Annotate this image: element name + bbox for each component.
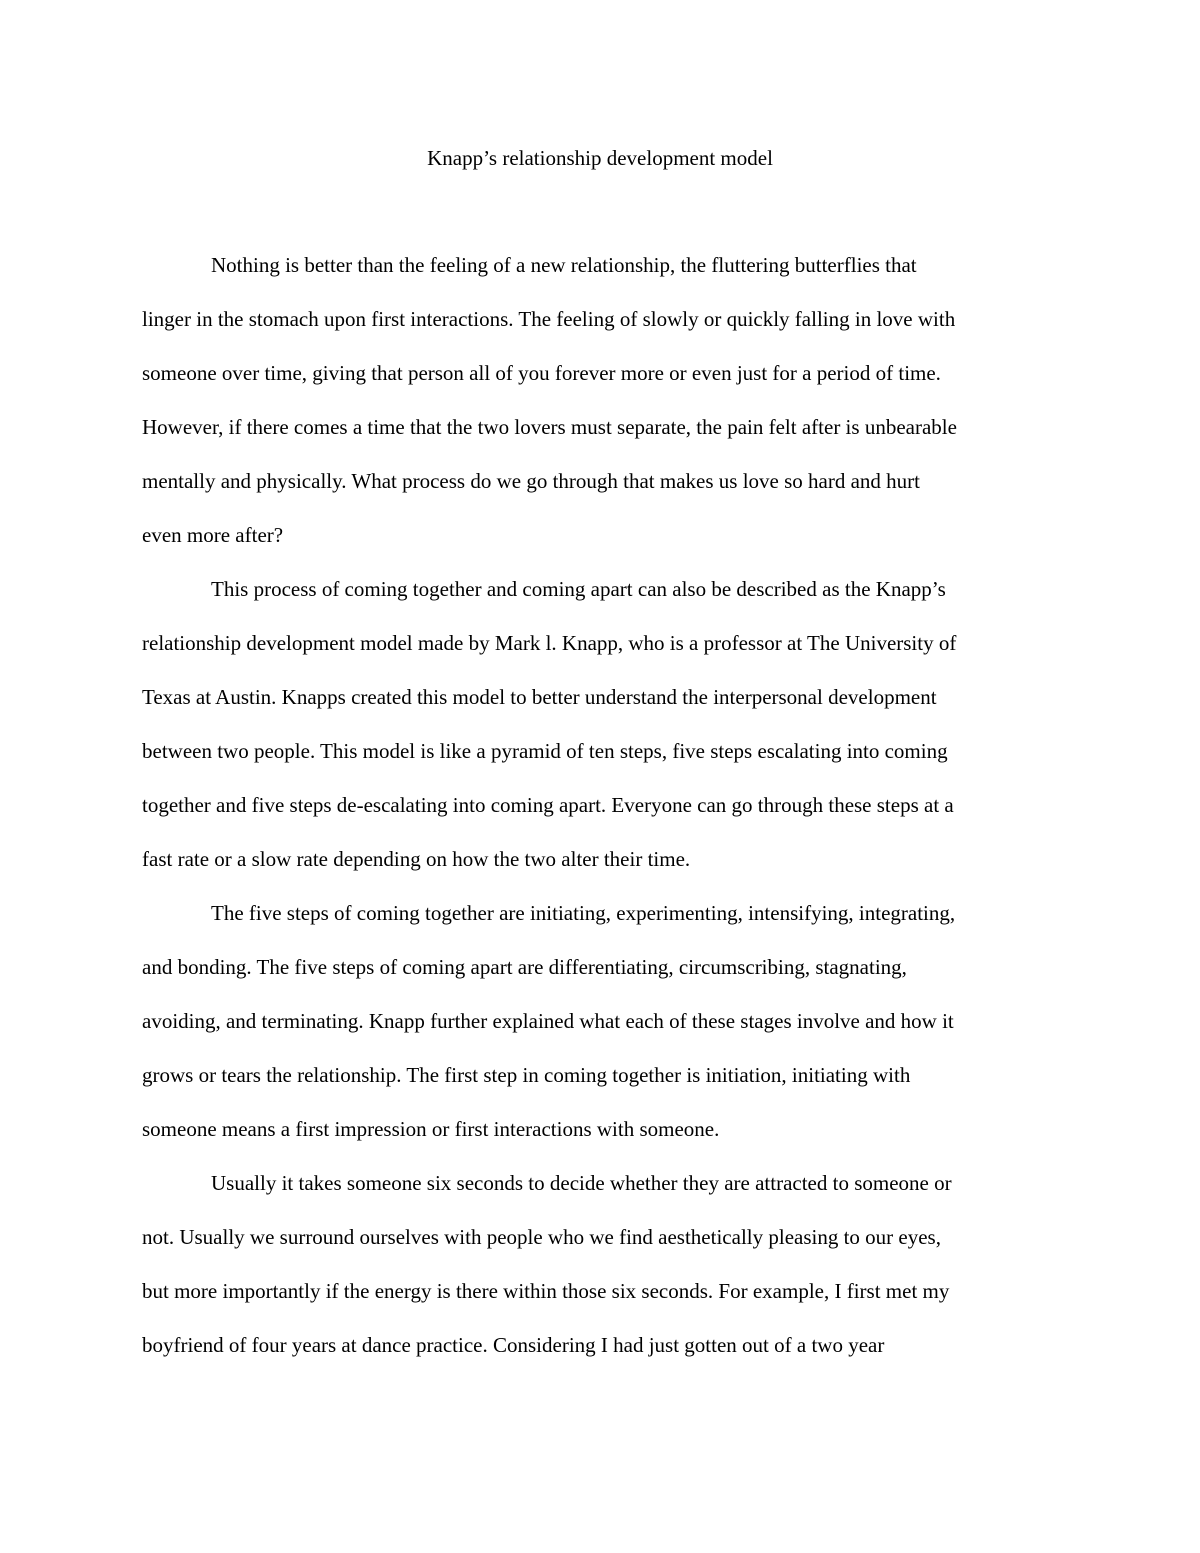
document-title: Knapp’s relationship development model: [427, 146, 773, 170]
text-line: someone over time, giving that person all of you forever more or even just for a period of time.: [142, 361, 941, 385]
text-line: Usually it takes someone six seconds to decide whether they are attracted to someone or: [211, 1171, 952, 1195]
text-line: This process of coming together and coming apart can also be described as the Knapp’s: [211, 577, 946, 601]
text-line: relationship development model made by Mark l. Knapp, who is a professor at The University of: [142, 631, 957, 655]
text-line: not. Usually we surround ourselves with people who we find aesthetically pleasing to our eyes,: [142, 1225, 941, 1249]
text-line: even more after?: [142, 523, 284, 547]
text-line: Texas at Austin. Knapps created this model to better understand the interpersonal development: [142, 685, 937, 709]
text-line: mentally and physically. What process do we go through that makes us love so hard and hurt: [142, 469, 920, 493]
text-line: together and five steps de-escalating into coming apart. Everyone can go through these steps at a: [142, 793, 954, 817]
text-line: fast rate or a slow rate depending on how the two alter their time.: [142, 847, 691, 871]
text-line: Nothing is better than the feeling of a new relationship, the fluttering butterflies that: [211, 253, 917, 277]
text-line: between two people. This model is like a pyramid of ten steps, five steps escalating into coming: [142, 739, 948, 763]
text-line: avoiding, and terminating. Knapp further explained what each of these stages involve and how it: [142, 1009, 954, 1033]
text-line: boyfriend of four years at dance practice. Considering I had just gotten out of a two year: [142, 1333, 885, 1357]
text-line: However, if there comes a time that the two lovers must separate, the pain felt after is unbearable: [142, 415, 957, 439]
text-line: someone means a first impression or first interactions with someone.: [142, 1117, 720, 1141]
text-line: linger in the stomach upon first interactions. The feeling of slowly or quickly falling in love with: [142, 307, 956, 331]
text-line: The five steps of coming together are initiating, experimenting, intensifying, integrating,: [211, 901, 956, 925]
text-line: but more importantly if the energy is there within those six seconds. For example, I first met my: [142, 1279, 950, 1303]
text-line: and bonding. The five steps of coming apart are differentiating, circumscribing, stagnating,: [142, 955, 907, 979]
text-line: grows or tears the relationship. The first step in coming together is initiation, initiating with: [142, 1063, 911, 1087]
